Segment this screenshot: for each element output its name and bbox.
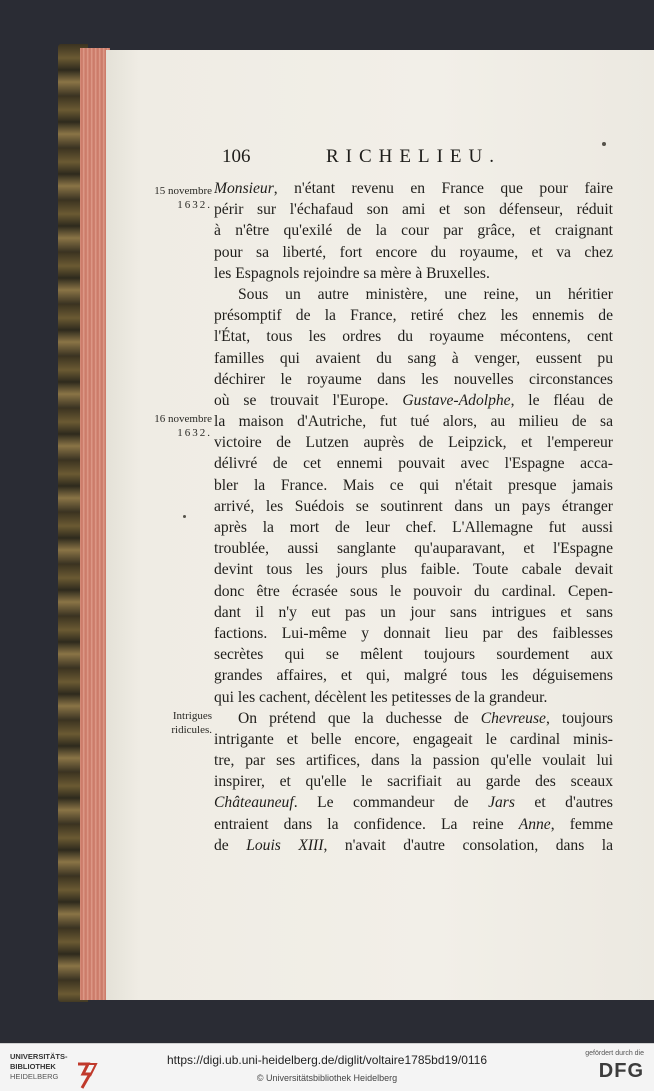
text-line: secrètes qui se mêlent toujours sourdement aux (214, 646, 613, 664)
text-line: bler la France. Mais ce qui n'était presque jamais (214, 476, 613, 494)
text-line: donc être écrasée sous le pouvoir du cardinal. Cepen- (214, 582, 613, 600)
text-line: les Espagnols rejoindre sa mère à Bruxelles. (214, 264, 490, 282)
text-line: pour sa liberté, fort encore du royaume, et va chez (214, 243, 613, 261)
page-number: 106 (222, 146, 251, 167)
permalink-url[interactable]: https://digi.ub.uni-heidelberg.de/diglit/voltaire1785bd19/0116 (166, 1053, 487, 1067)
text-line: à n'être qu'exilé de la cour par grâce, et craignant (214, 222, 613, 240)
text-line: familles qui avaient du sang à venger, eussent pu (214, 349, 613, 367)
text-line: On prétend que la duchesse de Chevreuse, toujours (238, 709, 613, 727)
running-head (222, 146, 522, 170)
text-line: Monsieur, n'étant revenu en France que pour faire (214, 180, 613, 197)
funding-note: gefördert durch die (585, 1050, 644, 1057)
margin-note-intrigues: Intrigues ridicules. (171, 710, 212, 736)
text-line: la maison d'Autriche, fut tué alors, au milieu de sa (214, 413, 613, 431)
body-text (214, 178, 613, 856)
paper-speck (602, 142, 606, 146)
text-line: déchirer le royaume dans les nouvelles circonstances (214, 370, 613, 388)
text-line: tre, par ses artifices, dans la passion qu'elle voulait lui (214, 752, 613, 770)
text-line: dant il n'y eut pas un jour sans intrigues et sans (214, 603, 613, 621)
text-line: troublée, aussi sanglante qu'auparavant, et l'Espagne (214, 540, 613, 558)
text-line: après la mort de leur chef. L'Allemagne fut aussi (214, 519, 613, 536)
text-line: de Louis XIII, n'avait d'autre consolation, dans la (214, 836, 613, 854)
text-line: grandes affaires, et qui, malgré tous les déguisemens (214, 667, 613, 685)
text-line: devint tous les jours plus faible. Toute cabale devait (214, 561, 613, 579)
text-line: Sous un autre ministère, une reine, un héritier (238, 285, 613, 303)
running-title: RICHELIEU. (326, 146, 502, 167)
dfg-logo[interactable]: DFG (598, 1060, 644, 1082)
text-line: présomptif de la France, retiré chez les ennemis de (214, 307, 613, 325)
text-line: inspirer, et qu'elle le sacrifiait au garde des sceaux (214, 773, 613, 791)
viewer-footer (0, 1043, 654, 1091)
paper-speck (183, 515, 186, 518)
text-line: victoire de Lutzen auprès de Leipzick, et l'empereur (214, 434, 613, 452)
text-line: entraient dans la confidence. La reine Anne, femme (214, 815, 613, 833)
ub-heidelberg-logo[interactable]: UNIVERSITÄTS- BIBLIOTHEK HEIDELBERG (10, 1052, 90, 1086)
text-line: Châteauneuf. Le commandeur de Jars et d'autres (214, 794, 613, 812)
text-line: délivré de cet ennemi pouvait avec l'Espagne acca- (214, 455, 613, 473)
text-line: intrigante et belle encore, engageait le cardinal minis- (214, 730, 613, 748)
text-line: l'État, tous les ordres du royaume mécontens, cent (214, 328, 613, 346)
margin-note-date-1: 15 novembre 1632. (154, 185, 212, 211)
text-line: périr sur l'échafaud son ami et son défenseur, réduit (214, 201, 613, 219)
text-line: où se trouvait l'Europe. Gustave-Adolphe, le fléau de (214, 391, 613, 409)
copyright-notice: © Universitätsbibliothek Heidelberg (256, 1073, 398, 1083)
text-line: qui les cachent, décèlent les petitesses de la grandeur. (214, 688, 548, 706)
text-line: factions. Lui-même y donnait lieu par des faiblesses (214, 624, 613, 642)
text-line: arrivé, les Suédois se soutinrent dans un pays étranger (214, 497, 613, 515)
margin-note-date-2: 16 novembre 1632. (154, 413, 212, 439)
